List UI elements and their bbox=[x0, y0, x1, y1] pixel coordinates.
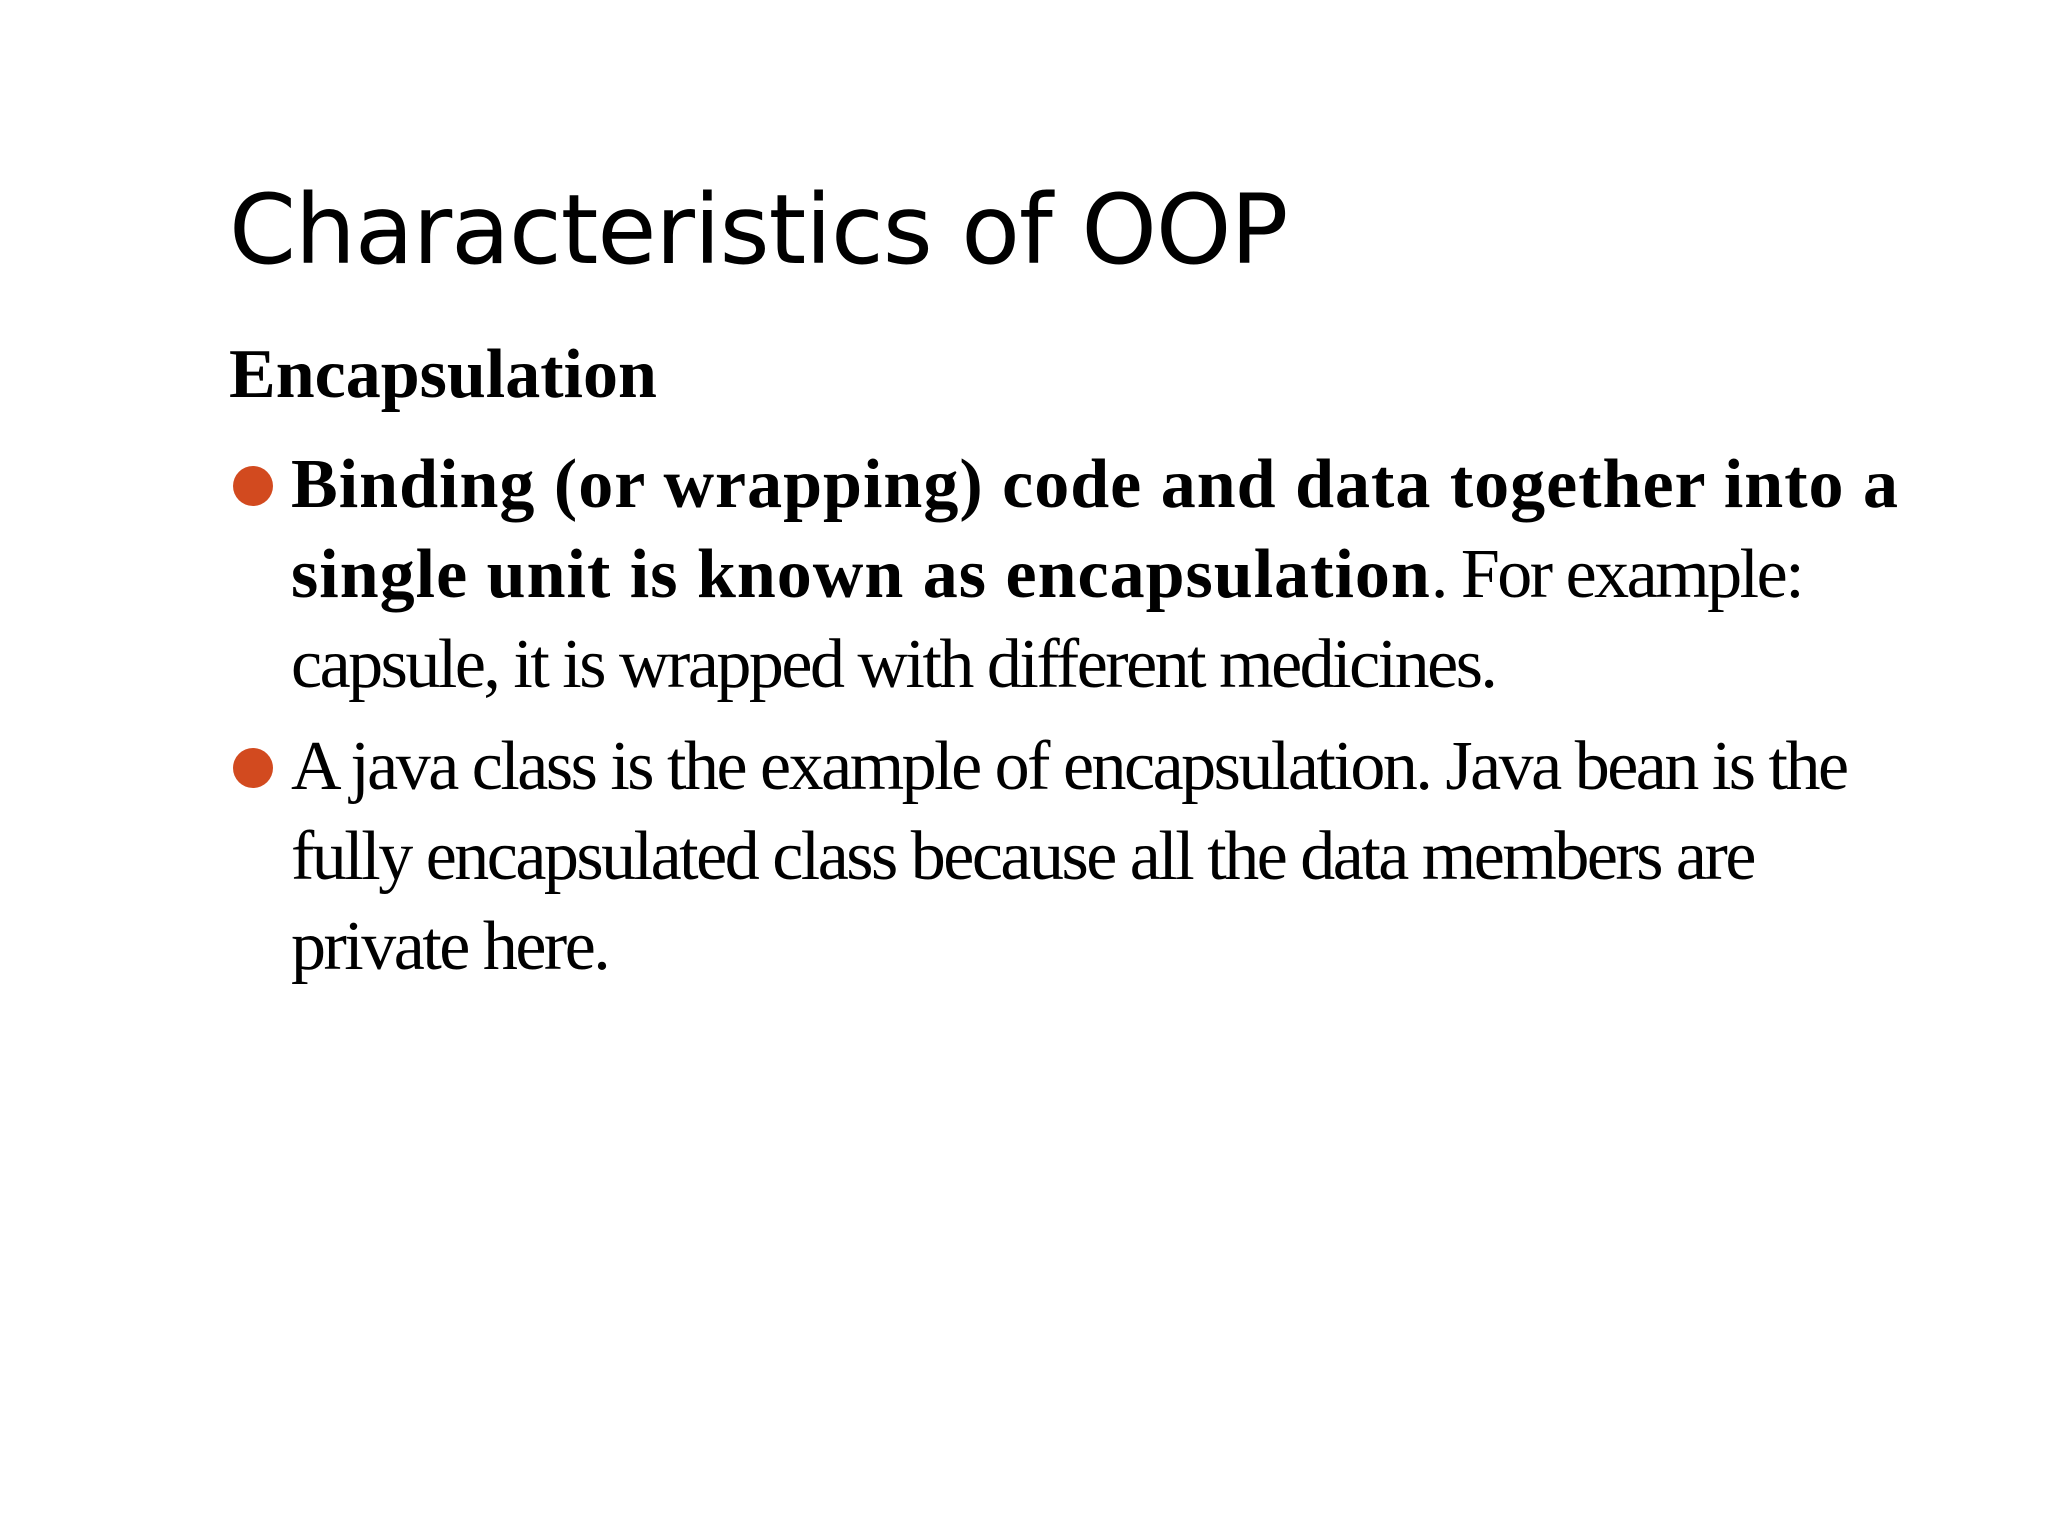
bullet-item bbox=[229, 722, 1929, 992]
slide-title: Characteristics of OOP bbox=[229, 174, 1288, 286]
bullet-text: . For example: capsule, it is wrapped with different medicines. bbox=[291, 536, 1803, 703]
bullet-list bbox=[229, 440, 1929, 1004]
bullet-bold-text: Binding (or wrapping) code and data together into a single unit is known as encapsulation bbox=[291, 446, 1900, 613]
bullet-item bbox=[229, 440, 1929, 710]
bullet-dot-icon bbox=[233, 748, 273, 788]
bullet-dot-icon bbox=[233, 466, 273, 506]
section-heading: Encapsulation bbox=[229, 336, 657, 413]
bullet-text: A java class is the example of encapsulation. Java bean is the fully encapsulated class because all the data members are private here. bbox=[291, 728, 1847, 985]
